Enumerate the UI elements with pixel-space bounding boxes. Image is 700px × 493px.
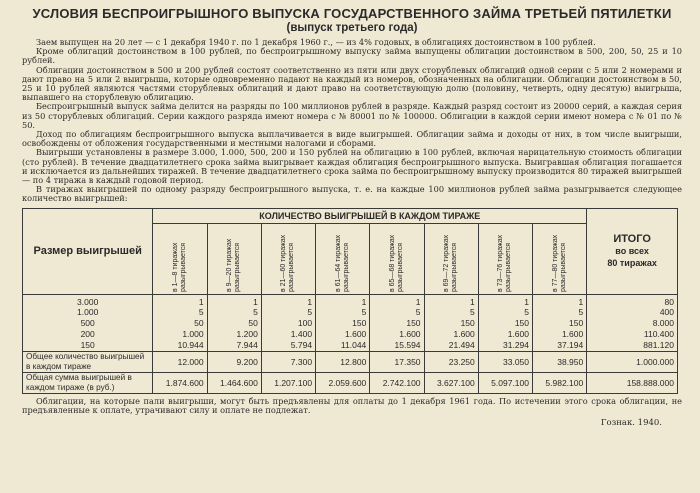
cell-value: 1: [578, 296, 584, 307]
cell-value: 5: [307, 307, 313, 318]
cell-value: 2.742.100: [370, 372, 424, 393]
column-header-text: в 9—20 тиражах разыгрывается: [226, 238, 242, 292]
cell-value: 1: [253, 296, 258, 307]
cell-value: 17.350: [370, 351, 424, 372]
cell-value: 1.600: [561, 329, 584, 340]
draw-column: [424, 294, 478, 351]
cell-value: 10.944: [177, 339, 204, 350]
cell-value: 7.300: [261, 351, 315, 372]
column-header-text: в 21—60 тиражах разыгрывается: [280, 234, 296, 292]
cell-value: 110.400: [643, 329, 674, 340]
column-header: [370, 223, 424, 294]
column-header-text: в 61—64 тиражах разыгрывается: [334, 234, 350, 292]
cell-value: 100: [297, 318, 313, 329]
column-header-text: в 73—76 тиражах разыгрывается: [497, 234, 513, 292]
column-header-text: в 65—68 тиражах разыгрывается: [388, 234, 404, 292]
cell-value: 37.194: [557, 339, 584, 350]
paragraph: Выигрыши установлены в размере 3.000, 1.000, 500, 200 и 150 рублей на облигацию в 100 рублей, включая нарицательную стоимость облигации (сто рублей). В течение двадцатилетнего срока займа выигрывает каждая облигация беспроигрышного выпуска. Выигравшая облигация погашается и исключается из дальнейших тиражей. В течение двадцатилетнего срока займа по беспроигрышному выпуску производится 80 тиражей выигрышей — по 4 тиража в каждый годовой период.: [22, 147, 682, 186]
cell-value: 1.207.100: [261, 372, 315, 393]
paragraph: В тиражах выигрышей по одному разряду беспроигрышного выпуска, т. е. на каждые 100 миллионов рублей займа разыгрывается следующее количество выигрышей:: [22, 184, 682, 204]
cell-value: 9.200: [207, 351, 261, 372]
column-header: [533, 223, 587, 294]
cell-value: 150: [460, 318, 475, 329]
paragraph: Кроме облигаций достоинством в 100 рублей, по беспроигрышному выпуску займа выпущены облигации достоинством в 500, 200, 50, 25 и 10 рублей.: [22, 46, 682, 66]
document-subtitle: (выпуск третьего года): [286, 22, 418, 34]
paragraph: Доход по облигациям беспроигрышного выпуска выплачивается в виде выигрышей. Облигации займа и доходы от них, в том числе выигрыши, освобождены от обложения государственными и местными налогами и сборами.: [22, 129, 682, 149]
cell-value: 5.097.100: [478, 372, 532, 393]
cell-value: 11.044: [340, 339, 367, 350]
cell-value: 38.950: [533, 351, 587, 372]
cell-value: 1: [198, 296, 204, 307]
paragraph: Облигации достоинством в 500 и 200 рублей состоят соответственно из пяти или двух сторублевых облигаций одной серии с 5 или 2 номерами и дают право на 5 или 2 выигрыша, которые одновременно падают на каждый из номеров, обозначенных на облигации. Облигации достоинством в 50, 25 и 10 рублей являются частями сторублевых облигаций и дают право на соответствующую долю (половину, четверть, одну десятую) выигрыша, выпавшего на сторублевую облигацию.: [22, 64, 682, 103]
draw-column: [533, 294, 587, 351]
cell-value: 1.464.600: [207, 372, 261, 393]
cell-value: 5: [578, 307, 584, 318]
size-header: Размер выигрышей: [23, 208, 153, 294]
cell-value: 150: [352, 318, 367, 329]
total-header: [587, 208, 678, 294]
cell-value: 1.200: [236, 329, 258, 340]
cell-value: 400: [659, 307, 674, 318]
cell-value: 5: [470, 307, 475, 318]
cell-value: 3.627.100: [424, 372, 478, 393]
draw-column: [316, 294, 370, 351]
column-header-text: в 1—8 тиражах разыгрывается: [171, 242, 187, 292]
count-row-label: Общее количество выигрышей в каждом тираже: [23, 351, 153, 372]
column-header-text: в 69—72 тиражах разыгрывается: [443, 234, 459, 292]
cell-value: 5.794: [290, 339, 313, 350]
cell-value: 1.600: [345, 329, 367, 340]
footnote: Облигации, на которые пали выигрыши, могут быть предъявлены для оплаты до 1 декабря 1961 года. По истечении этого срока облигации, не предъявленные к оплате, утрачивают силу и оплате не подлежат.: [22, 395, 682, 416]
column-header: [424, 223, 478, 294]
table-row: [23, 294, 678, 351]
cell-value: 5: [524, 307, 529, 318]
prize-size: 150: [80, 339, 95, 350]
cell-value: 1.600: [453, 329, 475, 340]
sum-row-label: Общая сумма выигрышей в каждом тираже (в руб.): [23, 372, 153, 393]
cell-value: 1.400: [290, 329, 313, 340]
cell-value: 1: [307, 296, 313, 307]
cell-value: 50: [194, 318, 204, 329]
draw-column: [207, 294, 261, 351]
cell-value: 12.800: [316, 351, 370, 372]
cell-value: 150: [569, 318, 584, 329]
cell-value: 1: [361, 296, 367, 307]
column-header: [153, 223, 207, 294]
cell-value: 31.294: [503, 339, 529, 350]
total-header-line: 80 тиражах: [607, 258, 657, 269]
cell-value: 5: [361, 307, 367, 318]
prize-size: 500: [80, 318, 95, 329]
cell-value: 1.000: [182, 329, 204, 340]
cell-value: 12.000: [153, 351, 207, 372]
column-header: [261, 223, 315, 294]
draw-column: [261, 294, 315, 351]
document-title: УСЛОВИЯ БЕСПРОИГРЫШНОГО ВЫПУСКА ГОСУДАРСТВЕННОГО ЗАЙМА ТРЕТЬЕЙ ПЯТИЛЕТКИ: [32, 6, 672, 21]
cell-value: 881.120: [643, 339, 674, 350]
paragraph: Заем выпущен на 20 лет — с 1 декабря 1940 г. по 1 декабря 1960 г., — из 4% годовых, в облигациях достоинством в 100 рублей.: [36, 37, 596, 47]
cell-value: 7.944: [236, 339, 258, 350]
prize-size: 200: [80, 329, 95, 340]
column-header-text: в 77—80 тиражах разыгрывается: [551, 234, 567, 292]
cell-value: 8.000: [652, 318, 674, 329]
cell-value: 50: [248, 318, 258, 329]
cell-value: 1: [524, 296, 529, 307]
printer-mark: Гознак. 1940.: [600, 417, 662, 428]
table-row: [23, 372, 678, 393]
cell-value: 5: [415, 307, 421, 318]
count-header: КОЛИЧЕСТВО ВЫИГРЫШЕЙ В КАЖДОМ ТИРАЖЕ: [153, 208, 587, 223]
prize-size: 3.000: [77, 296, 99, 307]
cell-value: 5: [198, 307, 204, 318]
cell-value: 1.874.600: [153, 372, 207, 393]
cell-value: 1: [470, 296, 475, 307]
table-row: [23, 351, 678, 372]
cell-value: 5: [253, 307, 258, 318]
column-header: [207, 223, 261, 294]
total-header-line: ИТОГО: [613, 233, 651, 246]
paragraph: Беспроигрышный выпуск займа делится на разряды по 100 миллионов рублей в разряде. Каждый разряд состоит из 20000 серий, а каждая серия из 50 сторублевых облигаций. Серии каждого разряда имеют номера с № 80001 по № 100000. Облигации в каждой серии имеют номера с № 01 по № 50.: [22, 101, 682, 130]
draw-column: [153, 294, 207, 351]
column-header: [316, 223, 370, 294]
column-header: [478, 223, 532, 294]
total-column: [587, 294, 678, 351]
cell-value: 1.600: [507, 329, 529, 340]
prize-size-column: [23, 294, 153, 351]
cell-value: 21.494: [448, 339, 475, 350]
winnings-table: [22, 208, 678, 394]
cell-value: 80: [664, 296, 674, 307]
cell-value: 158.888.000: [587, 372, 678, 393]
cell-value: 15.594: [394, 339, 421, 350]
draw-column: [478, 294, 532, 351]
cell-value: 150: [514, 318, 529, 329]
cell-value: 1.600: [399, 329, 421, 340]
total-header-line: во всех: [615, 246, 649, 257]
cell-value: 5.982.100: [533, 372, 587, 393]
cell-value: 1.000.000: [587, 351, 678, 372]
prize-size: 1.000: [77, 307, 99, 318]
cell-value: 33.050: [478, 351, 532, 372]
cell-value: 1: [415, 296, 421, 307]
cell-value: 150: [406, 318, 421, 329]
cell-value: 2.059.600: [316, 372, 370, 393]
cell-value: 23.250: [424, 351, 478, 372]
draw-column: [370, 294, 424, 351]
